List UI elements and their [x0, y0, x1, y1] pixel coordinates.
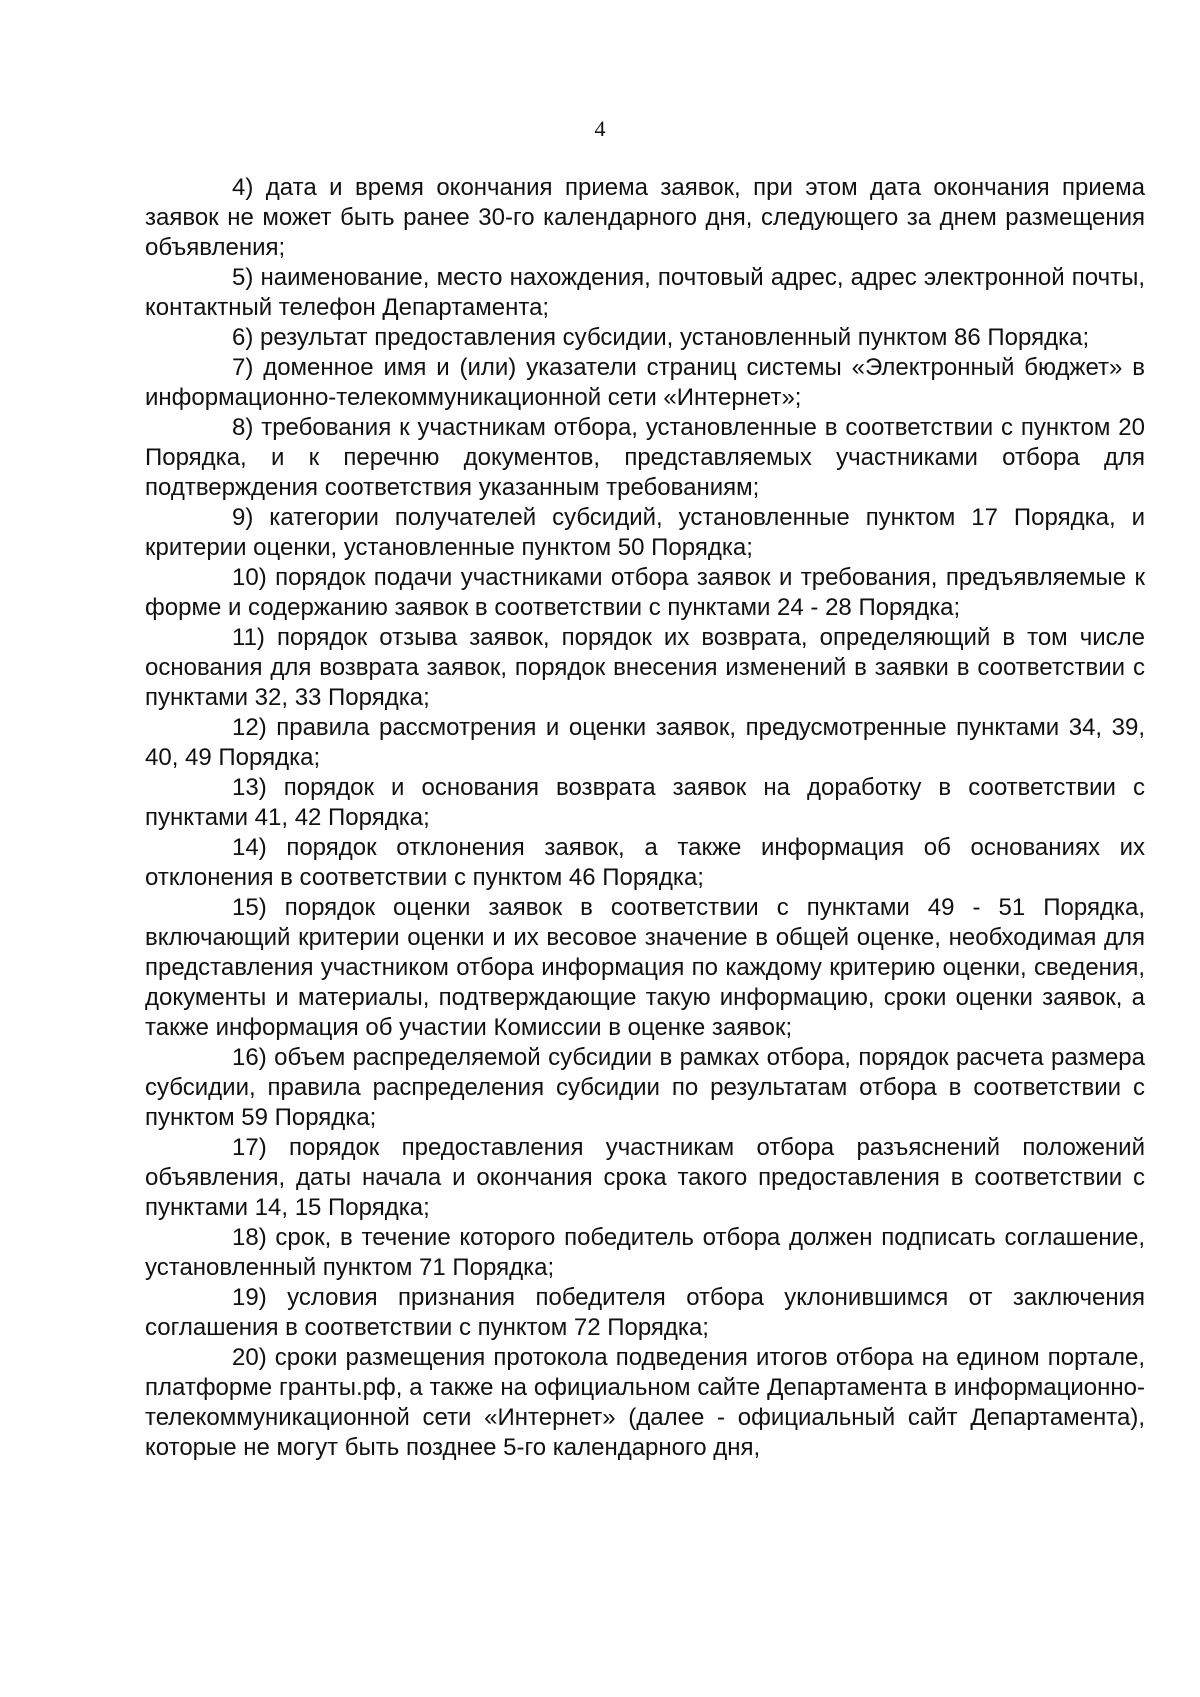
- list-item: 20) сроки размещения протокола подведения итогов отбора на едином портале, платформе гранты.рф, а также на официальном сайте Департамента в информационно-телекоммуникационной сети «Интернет» (далее - официальный сайт Департамента), которые не могут быть позднее 5-го календарного дня,: [145, 1344, 1145, 1461]
- list-item: 5) наименование, место нахождения, почтовый адрес, адрес электронной почты, контактный телефон Департамента;: [145, 264, 1145, 321]
- list-item: 13) порядок и основания возврата заявок на доработку в соответствии с пунктами 41, 42 Порядка;: [145, 774, 1145, 831]
- list-item: 17) порядок предоставления участникам отбора разъяснений положений объявления, даты начала и окончания срока такого предоставления в соответствии с пунктами 14, 15 Порядка;: [145, 1134, 1145, 1221]
- list-item: 14) порядок отклонения заявок, а также информация об основаниях их отклонения в соответствии с пунктом 46 Порядка;: [145, 834, 1145, 891]
- list-item: 11) порядок отзыва заявок, порядок их возврата, определяющий в том числе основания для возврата заявок, порядок внесения изменений в заявки в соответствии с пунктами 32, 33 Порядка;: [145, 624, 1145, 711]
- list-item: 18) срок, в течение которого победитель отбора должен подписать соглашение, установленный пунктом 71 Порядка;: [145, 1224, 1145, 1281]
- list-item: 16) объем распределяемой субсидии в рамках отбора, порядок расчета размера субсидии, правила распределения субсидии по результатам отбора в соответствии с пунктом 59 Порядка;: [145, 1044, 1145, 1131]
- document-body: [145, 173, 1145, 1463]
- list-item: 15) порядок оценки заявок в соответствии с пунктами 49 - 51 Порядка, включающий критерии оценки и их весовое значение в общей оценке, необходимая для представления участником отбора информация по каждому критерию оценки, сведения, документы и материалы, подтверждающие такую информацию, сроки оценки заявок, а также информация об участии Комиссии в оценке заявок;: [145, 894, 1145, 1041]
- list-item: 8) требования к участникам отбора, установленные в соответствии с пунктом 20 Порядка, и к перечню документов, представляемых участниками отбора для подтверждения соответствия указанным требованиям;: [145, 414, 1145, 501]
- list-item: 19) условия признания победителя отбора уклонившимся от заключения соглашения в соответствии с пунктом 72 Порядка;: [145, 1284, 1145, 1341]
- page-number: 4: [594, 116, 606, 141]
- list-item: 7) доменное имя и (или) указатели страниц системы «Электронный бюджет» в информационно-телекоммуникационной сети «Интернет»;: [145, 354, 1145, 411]
- list-item: 4) дата и время окончания приема заявок, при этом дата окончания приема заявок не может быть ранее 30-го календарного дня, следующего за днем размещения объявления;: [145, 174, 1145, 261]
- list-item: 10) порядок подачи участниками отбора заявок и требования, предъявляемые к форме и содержанию заявок в соответствии с пунктами 24 - 28 Порядка;: [145, 564, 1145, 621]
- list-item: 6) результат предоставления субсидии, установленный пунктом 86 Порядка;: [232, 324, 1090, 351]
- list-item: 12) правила рассмотрения и оценки заявок, предусмотренные пунктами 34, 39, 40, 49 Порядка;: [145, 714, 1145, 771]
- list-item: 9) категории получателей субсидий, установленные пунктом 17 Порядка, и критерии оценки, установленные пунктом 50 Порядка;: [145, 504, 1145, 561]
